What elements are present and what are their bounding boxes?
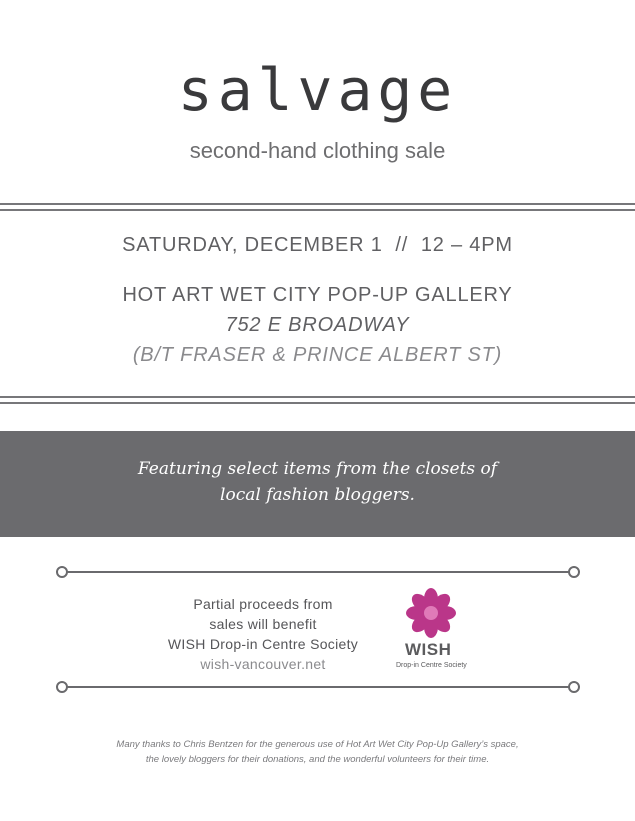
event-address: 752 E BROADWAY	[225, 314, 410, 336]
proceeds-line-1: Partial proceeds from	[193, 596, 333, 612]
website-link[interactable]: wish-vancouver.net	[200, 656, 326, 672]
connector-top-right-dot	[568, 566, 580, 578]
event-cross-streets: (B/T FRASER & PRINCE ALBERT ST)	[132, 344, 503, 366]
thanks-note	[0, 737, 635, 767]
connector-bottom	[56, 681, 580, 693]
connector-top-bar	[62, 571, 574, 573]
proceeds-line-3: WISH Drop-in Centre Society	[167, 636, 359, 652]
feature-line-1: Featuring select items from the closets of	[137, 459, 498, 479]
event-date-time: SATURDAY, DECEMBER 1 // 12 – 4PM	[122, 234, 513, 256]
poster-subtitle: second-hand clothing sale	[189, 138, 446, 163]
poster-title: salvage	[177, 56, 458, 124]
wish-logo-tagline: Drop-in Centre Society	[396, 662, 467, 669]
connector-top	[56, 566, 580, 578]
connector-bottom-left-dot	[56, 681, 68, 693]
connector-top-left-dot	[56, 566, 68, 578]
divider-bottom-1	[0, 396, 635, 398]
feature-text	[0, 456, 635, 508]
divider-bottom-2	[0, 402, 635, 404]
event-venue: HOT ART WET CITY POP-UP GALLERY	[122, 284, 513, 306]
proceeds-text	[165, 594, 361, 674]
proceeds-line-2: sales will benefit	[209, 616, 317, 632]
feature-line-2: local fashion bloggers.	[220, 485, 415, 505]
connector-bottom-bar	[62, 686, 574, 688]
thanks-line-1: Many thanks to Chris Bentzen for the generous use of Hot Art Wet City Pop-Up Gallery’s space,	[116, 739, 519, 750]
divider-top-2	[0, 209, 635, 211]
connector-bottom-right-dot	[568, 681, 580, 693]
thanks-line-2: the lovely bloggers for their donations, and the wonderful volunteers for their time.	[145, 754, 490, 765]
divider-top-1	[0, 203, 635, 205]
wish-flower-icon	[405, 587, 457, 639]
wish-logo-name: WISH	[405, 640, 452, 659]
